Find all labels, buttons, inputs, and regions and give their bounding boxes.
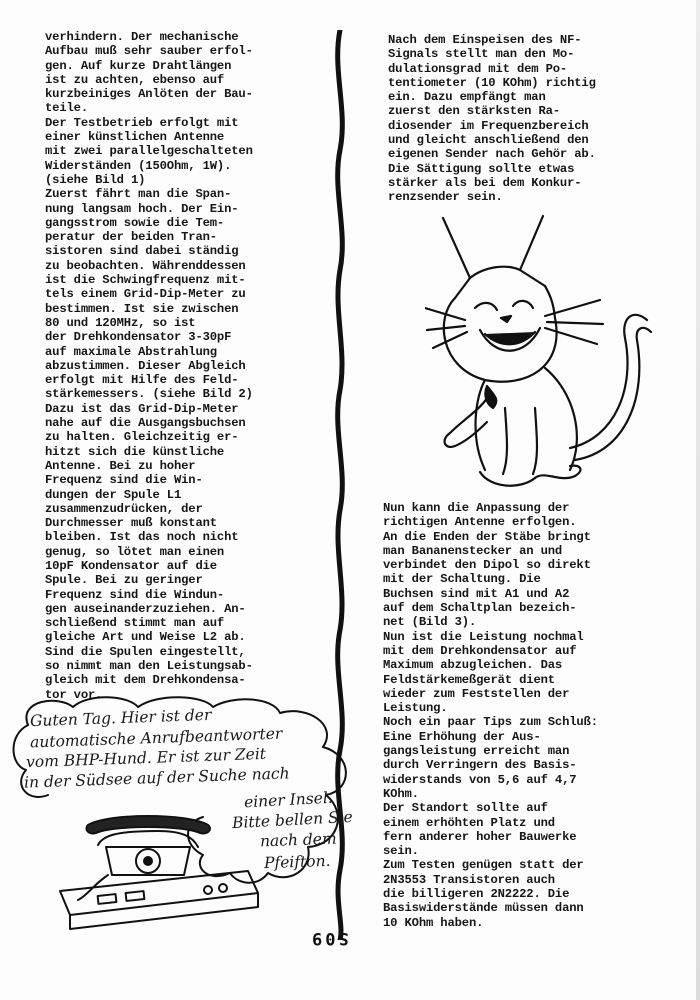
right-text-column-top: [388, 33, 596, 205]
text-line: dungen der Spule L1: [45, 487, 182, 502]
text-line: Frequenz sind die Win-: [45, 473, 203, 488]
text-line: Nun ist die Leistung nochmal: [383, 629, 584, 644]
text-line: bestimmen. Ist sie zwischen: [45, 301, 239, 316]
text-line: gen. Auf kurze Drahtlängen: [45, 58, 232, 73]
text-line: auf maximale Abstrahlung: [45, 344, 217, 359]
text-line: sein.: [383, 844, 419, 859]
text-line: verhindern. Der mechanische: [45, 30, 239, 44]
text-line: ein. Dazu empfängt man: [388, 90, 546, 105]
text-line: tentiometer (10 KOhm) richtig: [388, 75, 596, 90]
text-line: erfolgt mit Hilfe des Feld-: [45, 373, 239, 388]
text-line: Sind die Spulen eingestellt,: [45, 644, 246, 659]
text-line: nung langsam hoch. Der Ein-: [45, 201, 239, 216]
text-line: zusammenzudrücken, der: [45, 501, 203, 516]
bubble-text-line: Guten Tag. Hier ist der: [29, 705, 212, 731]
text-line: renzsender sein.: [388, 190, 503, 205]
text-line: 10 KOhm haben.: [383, 915, 484, 930]
text-line: Widerständen (150Ohm, 1W).: [45, 158, 232, 173]
text-line: gen auseinanderzuziehen. An-: [45, 601, 246, 616]
text-line: zu beobachten. Währenddessen: [45, 258, 246, 273]
text-line: mit dem Drehkondensator auf: [383, 643, 577, 658]
text-line: kurzbeiniges Anlöten der Bau-: [45, 87, 253, 102]
text-line: (siehe Bild 1): [45, 172, 146, 187]
text-line: so nimmt man den Leistungsab-: [45, 659, 253, 674]
text-line: bleiben. Ist das noch nicht: [45, 530, 239, 545]
text-line: abzustimmen. Dieser Abgleich: [45, 358, 246, 373]
text-line: richtigen Antenne erfolgen.: [383, 515, 577, 530]
text-line: 80 und 120MHz, so ist: [45, 315, 196, 330]
text-line: mit zwei parallelgeschalteten: [45, 144, 253, 159]
text-line: stärker als bei dem Konkur-: [388, 175, 582, 190]
text-line: dulationsgrad mit dem Po-: [388, 61, 568, 76]
text-line: Feldstärkemeßgerät dient: [383, 672, 555, 687]
bubble-text-line: in der Südsee auf der Suche nach: [23, 764, 290, 792]
text-line: einem erhöhten Platz und: [383, 815, 555, 830]
text-line: net (Bild 3).: [383, 615, 477, 630]
text-line: tels einem Grid-Dip-Meter zu: [45, 287, 246, 302]
text-line: Die Sättigung sollte etwas: [388, 161, 575, 176]
text-line: durch Verringern des Basis-: [383, 758, 577, 773]
laughing-cat-illustration: [425, 208, 665, 498]
text-line: stärkemessers. (siehe Bild 2): [45, 387, 253, 402]
page-edge-shadow: [696, 0, 700, 1000]
text-line: verbindet den Dipol so direkt: [383, 558, 591, 573]
text-line: und gleicht anschließend den: [388, 133, 589, 148]
text-line: der Drehkondensator 3-30pF: [45, 330, 232, 345]
text-line: Signals stellt man den Mo-: [388, 47, 575, 62]
bubble-text-line: Pfeifton.: [263, 851, 331, 873]
text-line: Zuerst fährt man die Span-: [45, 187, 232, 202]
text-line: ist zu achten, ebenso auf: [45, 72, 225, 87]
text-line: gleiche Art und Weise L2 ab.: [45, 630, 246, 645]
right-text-column-bottom: [383, 501, 598, 930]
text-line: Frequenz sind die Windun-: [45, 587, 225, 602]
text-line: man Bananenstecker an und: [383, 543, 563, 558]
text-line: Nach dem Einspeisen des NF-: [388, 33, 582, 47]
text-line: Der Testbetrieb erfolgt mit: [45, 115, 239, 130]
text-line: einer künstlichen Antenne: [45, 130, 225, 145]
text-line: Durchmesser muß konstant: [45, 516, 217, 531]
text-line: wieder zum Feststellen der: [383, 686, 570, 701]
text-line: nahe auf die Ausgangsbuchsen: [45, 416, 246, 431]
text-line: gangsleistung erreicht man: [383, 744, 570, 759]
text-line: Antenne. Bei zu hoher: [45, 458, 196, 473]
text-line: diosender im Frequenzbereich: [388, 118, 589, 133]
text-line: genug, so lötet man einen: [45, 544, 225, 559]
text-line: auf dem Schaltplan bezeich-: [383, 601, 577, 616]
text-line: Leistung.: [383, 701, 448, 716]
text-line: Noch ein paar Tips zum Schluß:: [383, 715, 598, 730]
text-line: eigenen Sender nach Gehör ab.: [388, 147, 596, 162]
text-line: ist die Schwingfrequenz mit-: [45, 273, 246, 288]
bubble-text-line: nach dem: [259, 829, 337, 851]
text-line: 2N3553 Transistoren auch: [383, 872, 555, 887]
text-line: mit der Schaltung. Die: [383, 572, 541, 587]
bubble-text-line: Bitte bellen Sie: [231, 807, 354, 833]
bubble-text-line: vom BHP-Hund. Er ist zur Zeit: [25, 744, 267, 772]
text-line: gleich mit dem Drehkondensa-: [45, 673, 246, 688]
text-line: Nun kann die Anpassung der: [383, 501, 570, 515]
text-line: Der Standort sollte auf: [383, 801, 548, 816]
bubble-text-line: einer Insel.: [243, 788, 334, 812]
text-line: Spule. Bei zu geringer: [45, 573, 203, 588]
bubble-text-line: automatische Anrufbeantworter: [29, 724, 283, 752]
text-line: Dazu ist das Grid-Dip-Meter: [45, 401, 239, 416]
left-text-column: [45, 30, 253, 702]
text-line: Buchsen sind mit A1 und A2: [383, 586, 570, 601]
text-line: fern anderer hoher Bauwerke: [383, 829, 577, 844]
text-line: Maximum abzugleichen. Das: [383, 658, 563, 673]
text-line: Zum Testen genügen statt der: [383, 858, 584, 873]
text-line: gangsstrom sowie die Tem-: [45, 215, 225, 230]
text-line: zuerst den stärksten Ra-: [388, 104, 560, 119]
text-line: Eine Erhöhung der Aus-: [383, 729, 541, 744]
text-line: hitzt sich die künstliche: [45, 444, 225, 459]
text-line: widerstands von 5,6 auf 4,7: [383, 772, 577, 787]
text-line: schließend stimmt man auf: [45, 616, 225, 631]
text-line: KOhm.: [383, 786, 419, 801]
text-line: Basiswiderstände müssen dann: [383, 901, 584, 916]
text-line: teile.: [45, 101, 88, 116]
page-number: S09: [309, 928, 349, 948]
text-line: An die Enden der Stäbe bringt: [383, 529, 591, 544]
text-line: zu halten. Gleichzeitig er-: [45, 430, 239, 445]
text-line: 10pF Kondensator auf die: [45, 558, 217, 573]
text-line: Aufbau muß sehr sauber erfol-: [45, 44, 253, 59]
text-line: sistoren sind dabei ständig: [45, 244, 239, 259]
text-line: die billigeren 2N2222. Die: [383, 887, 570, 902]
text-line: peratur der beiden Tran-: [45, 230, 217, 245]
text-line: tor vor.: [45, 687, 103, 702]
